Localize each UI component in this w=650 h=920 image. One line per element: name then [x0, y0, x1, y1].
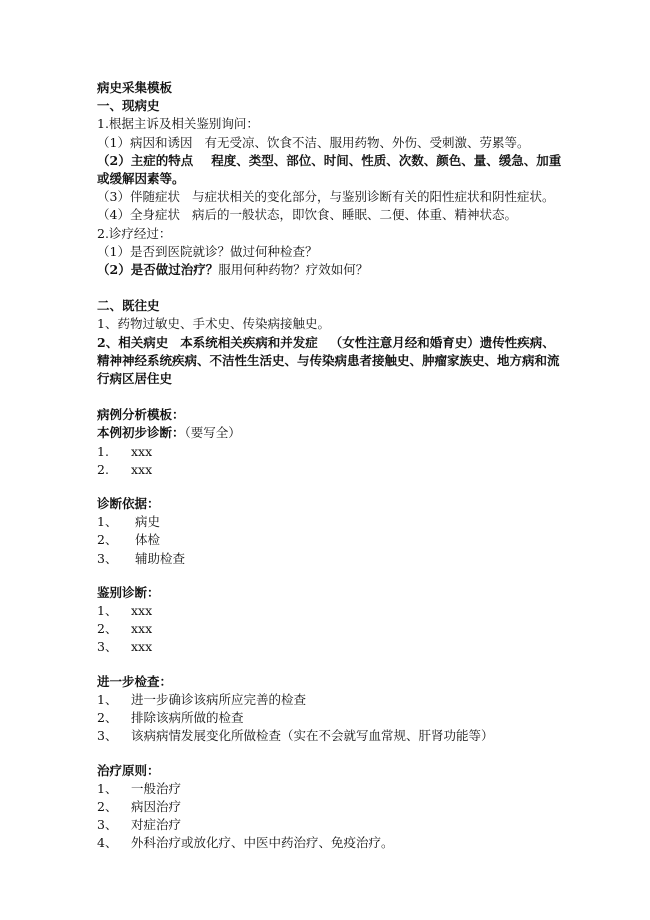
general-symptoms [97, 206, 567, 224]
list-item [97, 780, 567, 798]
list-item [97, 638, 567, 656]
list-number: 1、 [97, 603, 118, 619]
symptom-cause-label: （1）病因和诱因 [97, 134, 193, 150]
list-number: 2、 [97, 532, 118, 548]
treatment-question-2 [97, 261, 567, 279]
list-item [97, 691, 567, 709]
list-text: 一般治疗 [131, 780, 182, 796]
accompanying-label: （3）伴随症状 [97, 189, 180, 205]
list-text: 病史 [135, 514, 161, 530]
list-item [97, 531, 567, 549]
list-text: 该病病情发展变化所做检查（实在不会就写血常规、肝肾功能等） [131, 728, 494, 744]
list-text: xxx [131, 443, 153, 459]
treatment-question-1: （1）是否到医院就诊？做过何种检查？ [97, 243, 318, 259]
list-item [97, 620, 567, 638]
further-exam-title: 进一步检查： [97, 673, 173, 689]
list-number: 2. [97, 461, 109, 477]
inquiry-item-1: 1.根据主诉及相关鉴别询问： [97, 116, 259, 132]
accompanying-text: 与症状相关的变化部分，与鉴别诊断有关的阳性症状和阴性症状。 [191, 189, 555, 205]
list-number: 1. [97, 443, 109, 459]
list-item [97, 816, 567, 834]
doc-title: 病史采集模板 [97, 80, 173, 95]
main-symptom-label: （2）主症的特点 [97, 152, 194, 168]
list-text: 病因治疗 [131, 798, 182, 814]
list-text: xxx [131, 621, 153, 637]
preliminary-diagnosis-note: （要写全） [184, 425, 241, 441]
symptom-cause-text: 有无受凉、饮食不洁、服用药物、外伤、受刺激、劳累等。 [204, 134, 530, 150]
list-text: 排除该病所做的检查 [131, 710, 244, 726]
list-text: 外科治疗或放化疗、中医中药治疗、免疫治疗。 [131, 835, 394, 851]
diagnosis-basis-title: 诊断依据： [97, 496, 160, 512]
list-number: 3、 [97, 817, 118, 833]
general-label: （4）全身症状 [97, 207, 180, 223]
list-number: 4、 [97, 835, 118, 851]
list-item [97, 834, 567, 852]
related-history-system: 本系统相关疾病和并发症 [180, 334, 318, 350]
list-number: 1、 [97, 691, 118, 707]
main-symptom-text: 程度、类型、部位、时间、性质、次数、颜色、量、缓急、加重或缓解因素等。 [97, 152, 562, 187]
past-history-item-2 [97, 334, 567, 389]
document-body [97, 79, 567, 853]
past-history-item-1: 1、药物过敏史、手术史、传染病接触史。 [97, 316, 330, 332]
section-heading-present-illness: 一、现病史 [97, 98, 160, 114]
treatment-principle-title: 治疗原则： [97, 762, 160, 778]
list-number: 3、 [97, 550, 118, 566]
list-item [97, 727, 567, 745]
list-item [97, 602, 567, 620]
list-text: 体检 [135, 532, 161, 548]
list-number: 3、 [97, 728, 118, 744]
list-item [97, 709, 567, 727]
list-number: 2、 [97, 621, 118, 637]
list-text: 进一步确诊该病所应完善的检查 [131, 691, 307, 707]
list-text: xxx [131, 461, 153, 477]
section-heading-past-history: 二、既往史 [97, 298, 160, 314]
list-number: 1、 [97, 780, 118, 796]
list-text: xxx [131, 639, 153, 655]
list-number: 2、 [97, 798, 118, 814]
list-item [97, 443, 567, 461]
related-history-label: 2、相关病史 [97, 334, 169, 350]
list-number: 3、 [97, 639, 118, 655]
treatment-question-2-rest: 服用何种药物？疗效如何？ [218, 262, 369, 278]
preliminary-diagnosis-label: 本例初步诊断： [97, 425, 185, 441]
list-text: xxx [131, 603, 153, 619]
main-symptom-features [97, 152, 567, 188]
treatment-question-2-bold: （2）是否做过治疗？ [97, 262, 219, 278]
related-history-detail: （女性注意月经和婚育史）遗传性疾病、精神神经系统疾病、不洁性生活史、与传染病患者接触史、肿瘤家族史、地方病和流行病区居住史 [97, 334, 560, 387]
list-item [97, 550, 567, 568]
accompanying-symptoms [97, 188, 567, 206]
symptom-cause [97, 134, 567, 152]
list-item [97, 798, 567, 816]
differential-diagnosis-title: 鉴别诊断： [97, 584, 160, 600]
analysis-title: 病例分析模板： [97, 407, 185, 423]
list-item [97, 513, 567, 531]
list-item [97, 461, 567, 479]
list-number: 1、 [97, 514, 118, 530]
list-text: 对症治疗 [131, 817, 182, 833]
list-text: 辅助检查 [135, 550, 186, 566]
inquiry-item-2: 2.诊疗经过： [97, 225, 172, 241]
preliminary-diagnosis [97, 424, 567, 442]
general-text: 病后的一般状态，即饮食、睡眠、二便、体重、精神状态。 [191, 207, 517, 223]
list-number: 2、 [97, 710, 118, 726]
